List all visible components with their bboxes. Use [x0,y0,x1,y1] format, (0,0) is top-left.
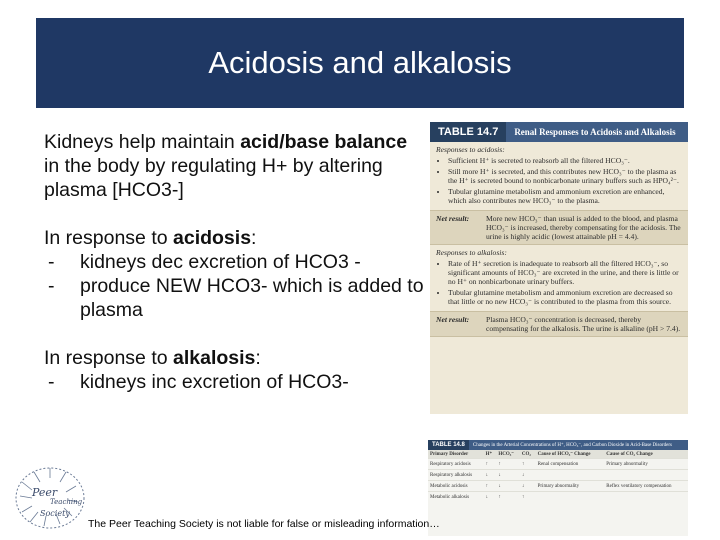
table-row [428,470,688,481]
table-cell: ↓ [484,492,497,503]
acid-base-table [428,450,688,502]
peer-teaching-society-logo [10,462,90,534]
list-item: • Tubular glutamine metabolism and ammonium excretion are enhanced, which also contributes new HCO₃⁻ to the plasma. [448,187,682,205]
table-cell: Metabolic alkalosis [428,492,484,503]
acidosis-section [430,142,688,210]
table-number: TABLE 14.7 [430,122,506,142]
net-label: Net result: [436,315,470,324]
intro-paragraph [44,130,424,202]
alkalosis-list [44,370,424,394]
acidosis-net-result [430,210,688,245]
svg-text:Society: Society [40,509,70,518]
table-cell: ↓ [520,481,536,492]
intro-text-end: in the body by regulating H+ by altering plasma [HCO3-] [44,155,383,201]
net-label: Net result: [436,214,470,223]
table-cell [536,470,605,481]
list-item: - kidneys inc excretion of HCO3- [44,370,424,394]
acidosis-bold: acidosis [173,227,252,249]
table-cell: ↓ [496,470,520,481]
table-title: Renal Responses to Acidosis and Alkalosis [514,127,676,137]
intro-text: Kidneys help maintain [44,131,241,153]
list-item: - produce NEW HCO3- which is added to plasma [44,274,424,322]
column-header: H⁺ [484,450,497,459]
table-14-7-image [430,122,688,414]
table-cell: ↓ [496,481,520,492]
alkalosis-lead: In response to [44,347,173,369]
table-cell: Respiratory acidosis [428,459,484,470]
table-cell: Respiratory alkalosis [428,470,484,481]
column-header: Cause of CO₂ Change [604,450,688,459]
alkalosis-section [430,245,688,311]
table-cell: Reflex ventilatory compensation [604,481,688,492]
title-bar [36,18,684,108]
table-cell: Primary abnormality [536,481,605,492]
table-header [430,122,688,142]
acidosis-list [44,250,424,322]
section-heading: Responses to acidosis: [436,145,505,154]
acidosis-lead: In response to [44,227,173,249]
alkalosis-net-result [430,311,688,337]
table-cell [536,492,605,503]
alkalosis-heading [44,346,424,370]
table-cell: ↑ [484,459,497,470]
table-header-row [428,450,688,459]
section-heading: Responses to alkalosis: [436,248,507,257]
table-cell: ↓ [520,470,536,481]
column-header: HCO₃⁻ [496,450,520,459]
table-cell: ↑ [496,492,520,503]
acidosis-colon: : [251,227,257,249]
list-item: - kidneys dec excretion of HCO3 - [44,250,424,274]
net-text: More new HCO₃⁻ than usual is added to the blood, and plasma HCO₃⁻ is increased, thereby compensating for the acidosis. The urine is highly acidic (lowest attainable pH = 4.4). [486,214,681,241]
table-cell: Primary abnormality [604,459,688,470]
table-row [428,481,688,492]
list-item: • Tubular glutamine metabolism and ammonium excretion are decreased so that little or no new HCO₃⁻ is contributed to the plasma from this source. [448,288,682,306]
column-header: Primary Disorder [428,450,484,459]
net-text: Plasma HCO₃⁻ concentration is decreased, thereby compensating for the alkalosis. The urine is alkaline (pH > 7.4). [486,315,681,333]
table-cell: ↑ [496,459,520,470]
table-row [428,459,688,470]
slide-title: Acidosis and alkalosis [208,45,512,80]
table-14-8-image [428,440,688,536]
table-cell: Renal compensation [536,459,605,470]
intro-bold: acid/base balance [240,131,408,153]
table-title: Changes in the Arterial Concentrations of H⁺, HCO₃⁻, and Carbon Dioxide in Acid-Base Disorders [472,443,672,448]
svg-text:Peer: Peer [32,486,58,499]
list-item: • Rate of H⁺ secretion is inadequate to reabsorb all the filtered HCO₃⁻, so significant amounts of HCO₃⁻ are excreted in the urine, and there is little or no H⁺ on nonbicarbonate urinary buffers. [448,259,682,286]
slide-body [44,130,424,394]
alkalosis-colon: : [255,347,261,369]
table-row [428,492,688,503]
table-cell: ↑ [520,492,536,503]
table-cell: ↓ [484,470,497,481]
column-header: CO₂ [520,450,536,459]
alkalosis-bold: alkalosis [173,347,256,369]
table-cell [604,492,688,503]
column-header: Cause of HCO₃⁻ Change [536,450,605,459]
table-cell [604,470,688,481]
table-cell: Metabolic acidosis [428,481,484,492]
table-header [428,440,688,450]
table-number: TABLE 14.8 [428,440,469,450]
acidosis-heading [44,226,424,250]
table-cell: ↑ [484,481,497,492]
disclaimer-footer: The Peer Teaching Society is not liable for false or misleading information… [88,518,440,530]
list-item: • Still more H⁺ is secreted, and this contributes new HCO₃⁻ to the plasma as the H⁺ is secreted bound to nonbicarbonate urinary buffers such as HPO₄²⁻. [448,167,682,185]
table-cell: ↑ [520,459,536,470]
list-item: • Sufficient H⁺ is secreted to reabsorb all the filtered HCO₃⁻. [448,156,682,165]
svg-text:Teaching: Teaching [50,498,83,506]
